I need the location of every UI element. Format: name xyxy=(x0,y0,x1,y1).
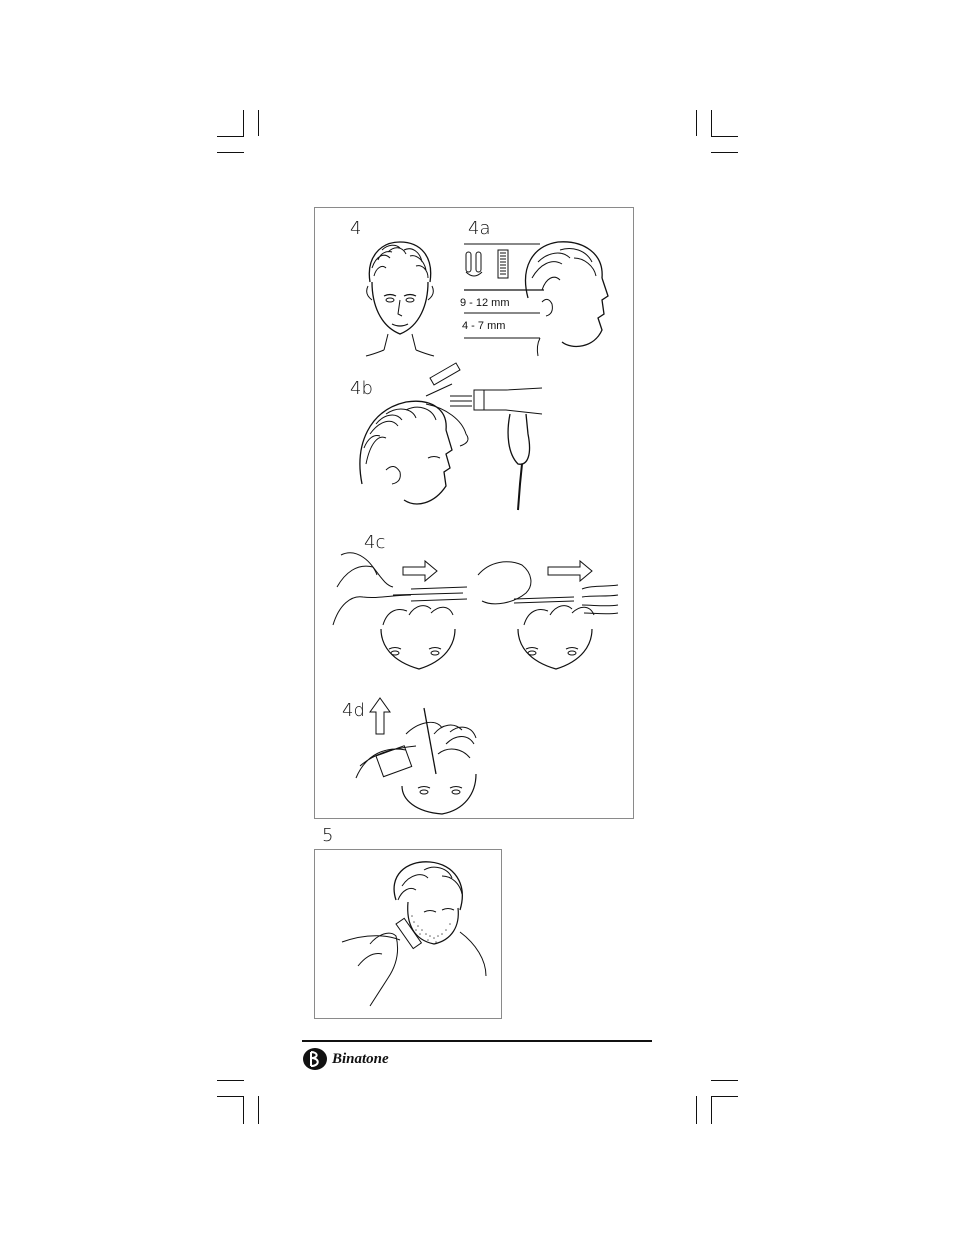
front-face-illustration xyxy=(358,238,442,356)
figure-label-4c: 4c xyxy=(364,532,386,553)
comb-trim-left-illustration xyxy=(333,545,473,675)
brand-logo xyxy=(302,1046,389,1072)
figure-label-5: 5 xyxy=(322,825,334,846)
comb-trim-right-illustration xyxy=(474,545,624,675)
brand-name: Binatone xyxy=(332,1050,389,1067)
figure-label-4d: 4d xyxy=(342,700,365,721)
figure-label-4: 4 xyxy=(350,218,362,239)
comb-lift-illustration xyxy=(346,694,486,816)
figure-label-4a: 4a xyxy=(468,218,491,239)
measurement-lower: 4 - 7 mm xyxy=(462,320,506,332)
measurement-upper: 9 - 12 mm xyxy=(460,297,510,309)
footer-rule xyxy=(302,1040,652,1042)
binatone-logo-icon xyxy=(302,1047,328,1071)
beard-trim-illustration xyxy=(330,856,490,1006)
figure-label-4b: 4b xyxy=(350,378,373,399)
blowdry-trim-illustration xyxy=(356,374,546,514)
